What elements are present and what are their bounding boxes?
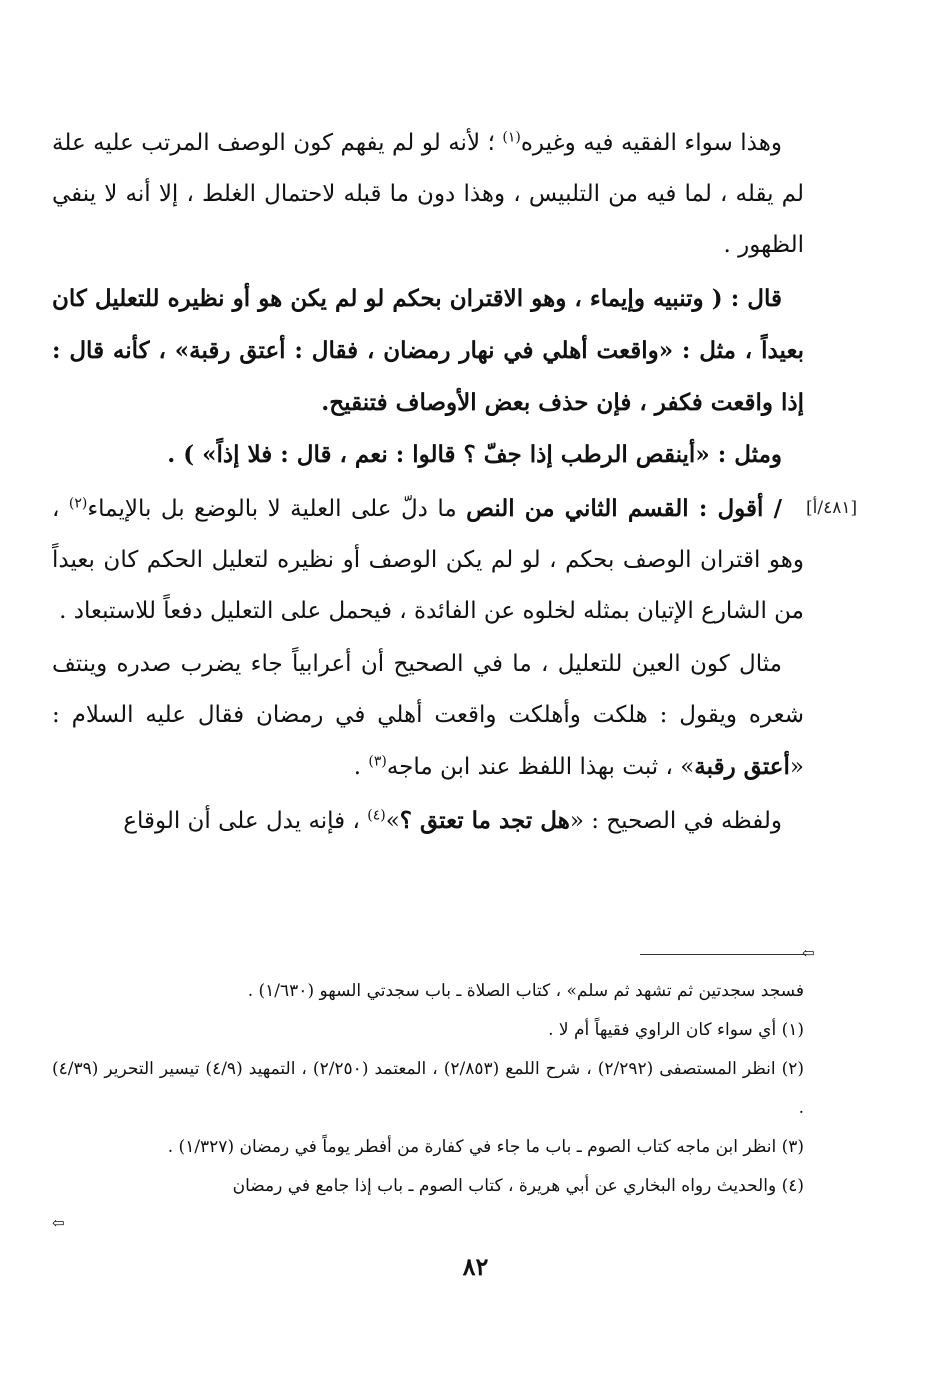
text-run: وهذا سواء الفقيه فيه وغيره <box>520 130 782 156</box>
footnote-marker: (١) <box>502 129 521 146</box>
bold-text: قال : ( وتنبيه وإيماء ، وهو الاقتران بحكم لو لم يكن هو أو نظيره للتعليل كان بعيداً ، مثل : «واقعت أهلي في نهار رمضان ، فقال : أعتق رقبة» ، كأنه قال : إذا واقعت فكفر ، فإن حذف بعض الأوصاف فتنقيح. <box>52 285 804 416</box>
footnote: (٤) والحديث رواه البخاري عن أبي هريرة ، كتاب الصوم ـ باب إذا جامع في رمضان <box>232 1176 804 1196</box>
footnote: (٢) انظر المستصفى (٢/٢٩٢) ، شرح اللمع (٢/٨٥٣) ، المعتمد (٢/٢٥٠) ، التمهيد (٤/٩) تيسير التحرير (٤/٣٩) . <box>52 1059 805 1118</box>
bold-text: ومثل : «أينقص الرطب إذا جفّ ؟ قالوا : نعم ، قال : فلا إذاً» ) . <box>167 441 782 468</box>
paragraph <box>52 118 804 271</box>
continuation-arrow-icon: ⇦ <box>802 944 815 962</box>
footnote-marker: (٣) <box>368 753 387 770</box>
text-run: » ، ثبت بهذا اللفظ عند ابن ماجه <box>386 754 695 780</box>
paragraph <box>52 483 804 637</box>
paragraph <box>52 273 804 429</box>
bold-text: / أقول : القسم الثاني من النص <box>466 495 782 522</box>
footnote: (١) أي سواء كان الراوي فقيهاً أم لا . <box>548 1020 804 1040</box>
page-number: ٨٢ <box>462 1252 489 1281</box>
text-run: ، فإنه يدل على أن الوقاع <box>123 808 368 834</box>
footnote-marker: (٤) <box>367 807 386 824</box>
footnote: (٣) انظر ابن ماجه كتاب الصوم ـ باب ما جاء في كفارة من أفطر يوماً في رمضان (١/٣٢٧) . <box>167 1137 804 1157</box>
main-text <box>52 118 804 847</box>
text-run: ، وهو اقتران الوصف بحكم ، لو لم يكن الوصف أو نظيره لتعليل الحكم كان بعيداً من الشارع الإتيان بمثله لخلوه عن الفائدة ، فيحمل على التعليل دفعاً للاستبعاد . <box>52 496 804 624</box>
text-run: ولفظه في الصحيح : « <box>569 808 782 834</box>
footnotes <box>52 972 804 1206</box>
paragraph <box>52 639 804 793</box>
continuation-arrow-icon: ⇦ <box>52 1214 65 1232</box>
text-run: ؛ لأنه لو لم يفهم كون الوصف المرتب عليه علة لم يقله ، لما فيه من التلبيس ، وهذا دون ما قبله لاحتمال الغلط ، إلا أنه لا ينفي الظهور . <box>52 130 804 258</box>
footnote: فسجد سجدتين ثم تشهد ثم سلم» ، كتاب الصلاة ـ باب سجدتي السهو (١/٦٣٠) . <box>247 981 804 1001</box>
bold-text: أعتق رقبة <box>694 753 790 780</box>
margin-reference: [٤٨١/أ] <box>806 498 858 518</box>
paragraph <box>52 795 804 847</box>
footnote-marker: (٢) <box>68 495 88 512</box>
text-run: . <box>353 754 369 780</box>
text-run: ما دلّ على العلية لا بالوضع بل بالإيماء <box>87 496 467 522</box>
paragraph <box>52 429 804 481</box>
text-run: مثال كون العين للتعليل ، ما في الصحيح أن أعرابياً جاء يضرب صدره وينتف شعره ويقول : هلكت وأهلكت واقعت أهلي في رمضان فقال عليه السلام : « <box>52 651 804 780</box>
text-run: » <box>385 808 400 834</box>
footnote-divider <box>640 954 806 955</box>
bold-text: هل تجد ما تعتق ؟ <box>399 807 570 834</box>
